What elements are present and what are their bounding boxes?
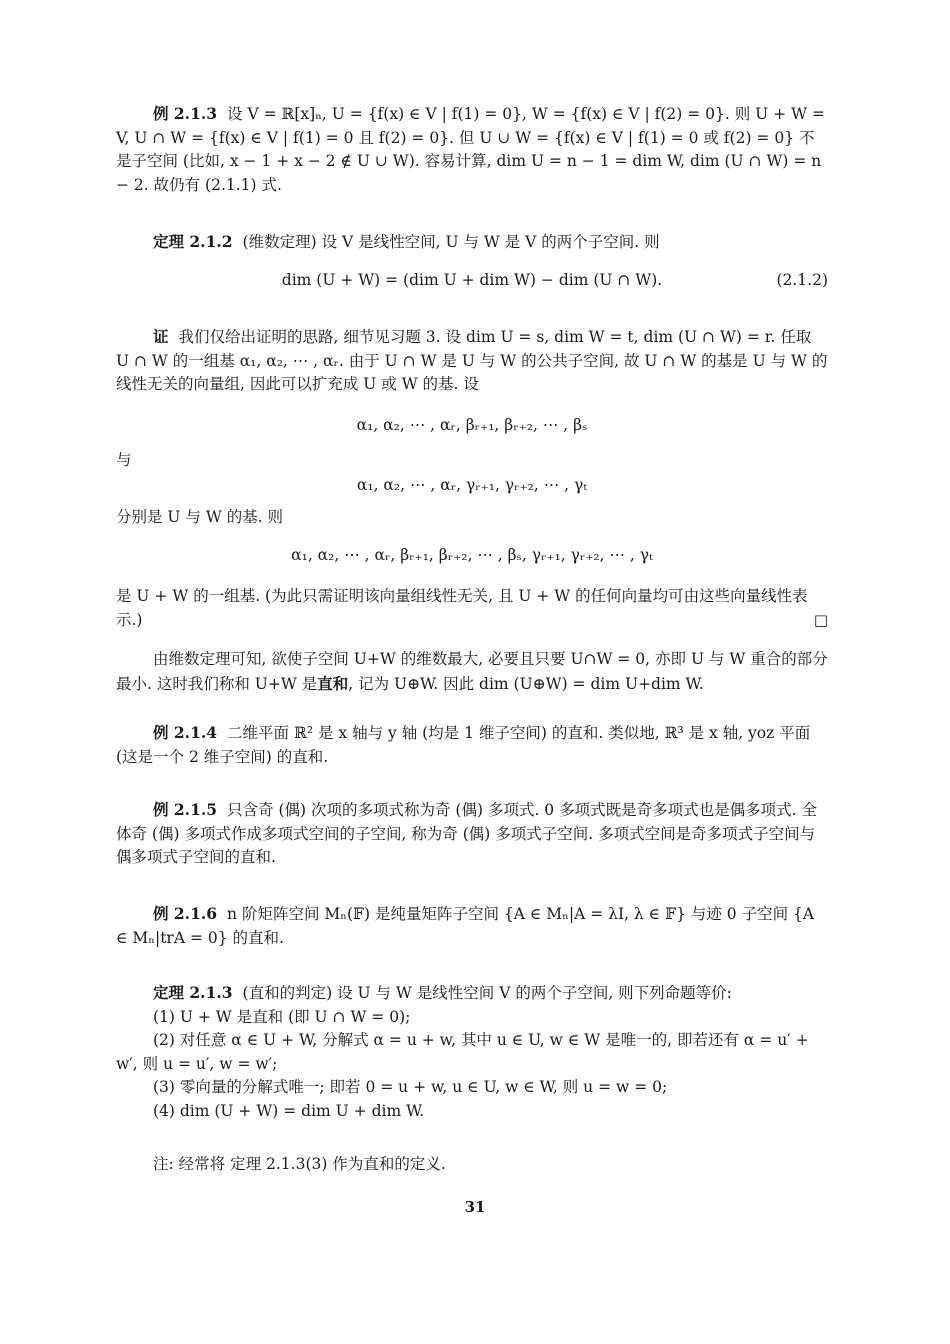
theorem-heading: [116, 981, 828, 1006]
condition-2: (2) 对任意 α ∈ U + W, 分解式 α = u + w, 其中 u ∈ U, w ∈ W 是唯一的, 即若还有 α = u′ + w′, 则 u = u′, w = w′;: [116, 1031, 809, 1073]
example-text: 设 V = ℝ[x]ₙ, U = {f(x) ∈ V | f(1) = 0}, W = {f(x) ∈ V | f(2) = 0}. 则 U + W = V, U ∩ W = {f(x) ∈ V | f(1) = 0 且 f(2) = 0}. 但 U ∪ W = {f(x) ∈ V | f(1) = 0 或 f(2) = 0} 不是子空间 (比如, x − 1 + x − 2 ∉ U ∪ W). 容易计算, dim U = n − 1 = dim W, dim (U ∩ W) = n − 2. 故仍有 (2.1.1) 式.: [116, 105, 825, 194]
condition-4: (4) dim (U + W) = dim U + dim W.: [153, 1101, 425, 1120]
condition-1: (1) U + W 是直和 (即 U ∩ W = 0);: [153, 1007, 411, 1026]
theorem-label: 定理 2.1.3: [153, 983, 233, 1002]
example-label: 例 2.1.5: [153, 800, 218, 819]
page-number: 31: [464, 1198, 486, 1216]
qed-box-icon: □: [813, 610, 828, 629]
direct-sum-text-a: 由维数定理可知, 欲使子空间 U+W 的维数最大, 必要且只要 U∩W = 0, 亦即 U 与 W 重合的部分最小. 这时我们称和 U+W 是: [116, 650, 828, 693]
note: 注: 经常将 定理 2.1.3(3) 作为直和的定义.: [153, 1155, 446, 1173]
example-text: 二维平面 ℝ² 是 x 轴与 y 轴 (均是 1 维子空间) 的直和. 类似地, ℝ³ 是 x 轴, yoz 平面 (这是一个 2 维子空间) 的直和.: [116, 724, 811, 766]
proof-conclusion: [116, 585, 828, 632]
example-2-1-3: [116, 102, 828, 197]
basis-u: α₁, α₂, ⋯ , αᵣ, βᵣ₊₁, βᵣ₊₂, ⋯ , βₛ: [356, 416, 588, 434]
example-label: 例 2.1.6: [153, 904, 218, 923]
proof-text: 我们仅给出证明的思路, 细节见习题 3. 设 dim U = s, dim W = t, dim (U ∩ W) = r. 任取 U ∩ W 的一组基 α₁, α₂, ⋯ , αᵣ. 由于 U ∩ W 是 U 与 W 的公共子空间, 故 U ∩ W 的基是 U 与 W 的线性无关的向量组, 因此可以扩充成 U 或 W 的基. 设: [116, 328, 828, 393]
example-2-1-4: [116, 721, 828, 769]
condition-3: (3) 零向量的分解式唯一; 即若 0 = u + w, u ∈ U, w ∈ W, 则 u = w = 0;: [153, 1078, 668, 1096]
proof-text-3: 是 U + W 的一组基. (为此只需证明该向量组线性无关, 且 U + W 的任何向量均可由这些向量线性表示.): [116, 587, 808, 629]
direct-sum-text-b: , 记为 U⊕W. 因此 dim (U⊕W) = dim U+dim W.: [348, 674, 704, 693]
proof-text-2: 分别是 U 与 W 的基. 则: [116, 508, 284, 526]
example-2-1-6: [116, 902, 828, 950]
equation-number: (2.1.2): [776, 271, 828, 289]
theorem-2-1-3: [116, 981, 828, 1123]
dimension-formula: [116, 271, 828, 289]
theorem-text: (直和的判定) 设 U 与 W 是线性空间 V 的两个子空间, 则下列命题等价:: [242, 984, 732, 1002]
formula: dim (U + W) = (dim U + dim W) − dim (U ∩ W).: [281, 271, 663, 289]
theorem-text: (维数定理) 设 V 是线性空间, U 与 W 是 V 的两个子空间. 则: [242, 233, 660, 251]
proof-paragraph: [116, 325, 828, 397]
theorem-label: 定理 2.1.2: [153, 232, 233, 251]
theorem-2-1-2: [116, 230, 828, 255]
example-text: 只含奇 (偶) 次项的多项式称为奇 (偶) 多项式. 0 多项式既是奇多项式也是偶多项式. 全体奇 (偶) 多项式作成多项式空间的子空间, 称为奇 (偶) 多项式子空间. 多项式空间是奇多项式子空间与偶多项式子空间的直和.: [116, 801, 817, 866]
direct-sum-paragraph: [116, 648, 828, 696]
example-label: 例 2.1.4: [153, 723, 218, 742]
connector-yu: 与: [116, 451, 132, 469]
direct-sum-term: 直和: [317, 673, 349, 693]
example-label: 例 2.1.3: [153, 104, 218, 123]
example-2-1-5: [116, 798, 828, 870]
basis-sum: α₁, α₂, ⋯ , αᵣ, βᵣ₊₁, βᵣ₊₂, ⋯ , βₛ, γᵣ₊₁, γᵣ₊₂, ⋯ , γₜ: [291, 546, 653, 564]
proof-label: 证: [153, 327, 169, 346]
example-text: n 阶矩阵空间 Mₙ(𝔽) 是纯量矩阵子空间 {A ∈ Mₙ|A = λI, λ ∈ 𝔽} 与迹 0 子空间 {A ∈ Mₙ|trA = 0} 的直和.: [116, 905, 815, 947]
basis-w: α₁, α₂, ⋯ , αᵣ, γᵣ₊₁, γᵣ₊₂, ⋯ , γₜ: [356, 476, 588, 494]
